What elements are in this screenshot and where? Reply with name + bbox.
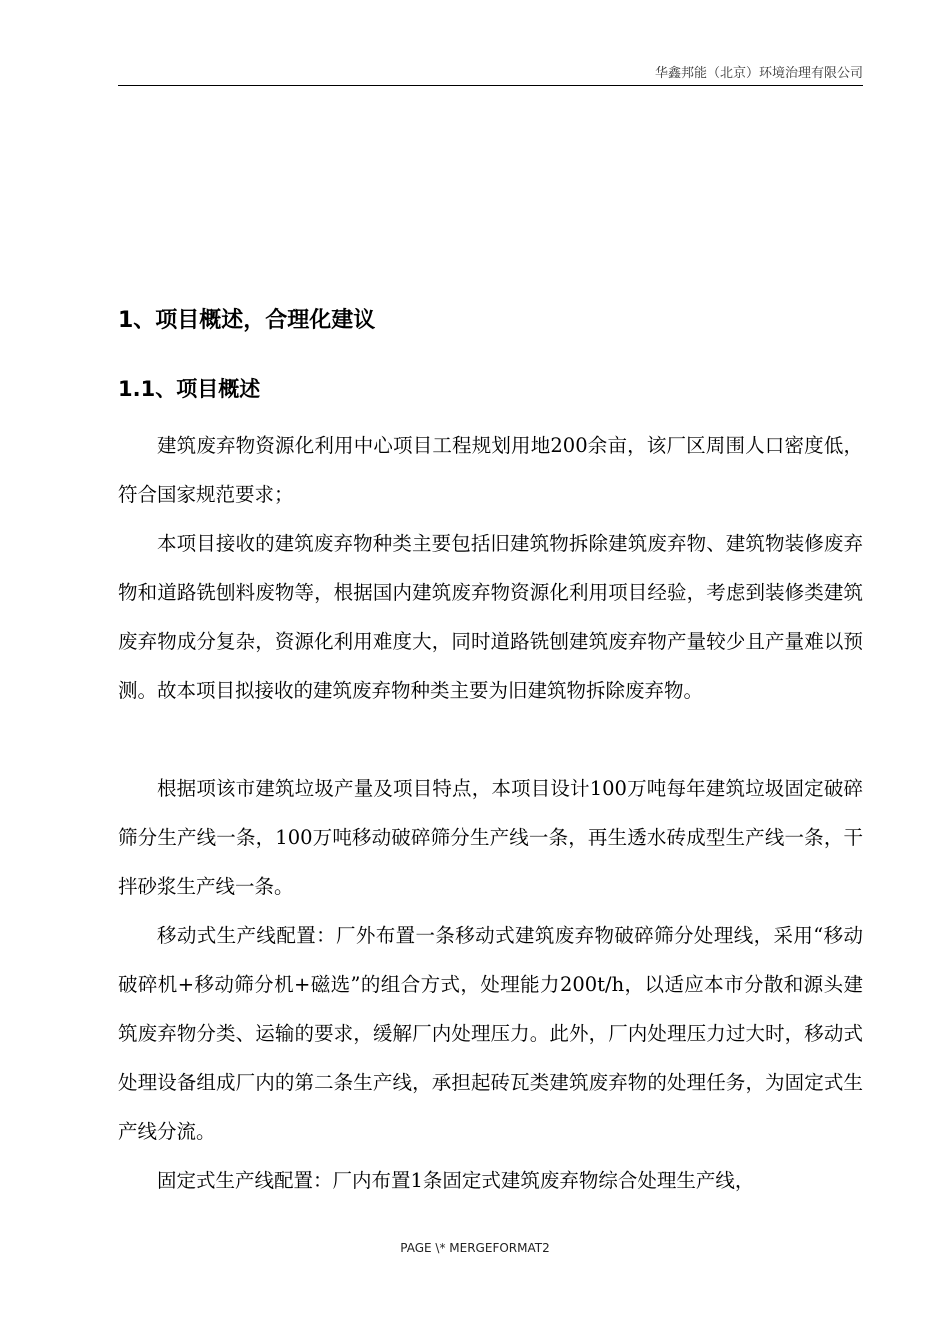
paragraph-waste-types: 本项目接收的建筑废弃物种类主要包括旧建筑物拆除建筑废弃物、建筑物装修废弃物和道路铣刨料废物等，根据国内建筑废弃物资源化利用项目经验，考虑到装修类建筑废弃物成分复杂，资源化利用难度大，同时道路铣刨建筑废弃物产量较少且产量难以预测。故本项目拟接收的建筑废弃物种类主要为旧建筑物拆除废弃物。	[118, 532, 863, 702]
page-header-company: 华鑫邦能（北京）环境治理有限公司	[654, 66, 863, 81]
paragraph-fixed-line: 固定式生产线配置：厂内布置1条固定式建筑废弃物综合处理生产线，	[157, 1169, 755, 1192]
page-footer-field: PAGE \* MERGEFORMAT2	[400, 1241, 550, 1255]
paragraph-capacity: 根据项该市建筑垃圾产量及项目特点，本项目设计100万吨每年建筑垃圾固定破碎筛分生产线一条，100万吨移动破碎筛分生产线一条，再生透水砖成型生产线一条，干拌砂浆生产线一条。	[118, 777, 863, 898]
paragraph-mobile-line: 移动式生产线配置：厂外布置一条移动式建筑废弃物破碎筛分处理线，采用“移动破碎机+移动筛分机+磁选”的组合方式，处理能力200t/h，以适应本市分散和源头建筑废弃物分类、运输的要求，缓解厂内处理压力。此外，厂内处理压力过大时，移动式处理设备组成厂内的第二条生产线，承担起砖瓦类建筑废弃物的处理任务，为固定式生产线分流。	[118, 924, 863, 1143]
paragraph-land-use: 建筑废弃物资源化利用中心项目工程规划用地200余亩，该厂区周围人口密度低，符合国家规范要求；	[118, 434, 863, 506]
header-divider	[118, 85, 863, 86]
subsection-heading: 1.1、项目概述	[118, 377, 261, 401]
section-heading: 1、项目概述，合理化建议	[118, 308, 376, 333]
